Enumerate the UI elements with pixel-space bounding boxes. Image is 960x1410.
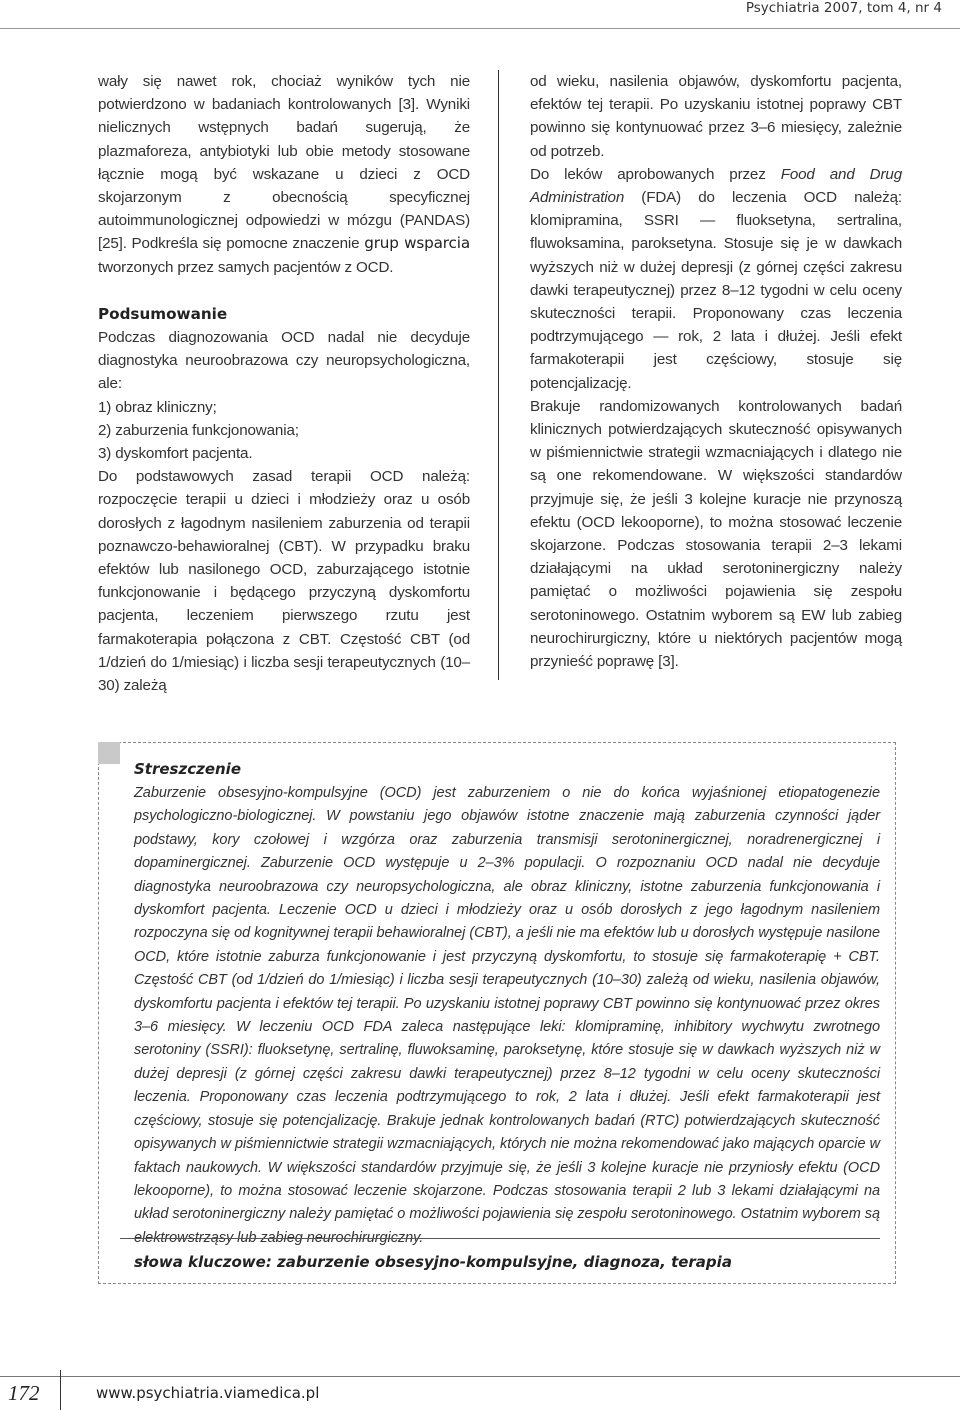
abstract-text: Zaburzenie obsesyjno-kompulsyjne (OCD) jest zaburzeniem o nie do końca wyjaśnionej etiopatogenezie psychologiczno-biologicznej. W powstaniu jego objawów istotne znaczenie mają zaburzenia czynności jąder podstawy, kory czołowej i wzgórza oraz zaburzenia transmisji serotoninergicznej, noradrenergicznej i dopaminergicznej. Zaburzenie OCD występuje u 2–3% populacji. O rozpoznaniu OCD nadal nie decyduje diagnostyka neuroobrazowa czy neuropsychologiczna, ale obraz kliniczny, istotne zaburzenia funkcjonowania i dyskomfort pacjenta. Leczenie OCD u dzieci i młodzieży oraz u osób dorosłych z jego łagodnym nasileniem rozpoczyna się od kognitywnej terapii behawioralnej (CBT), a jeśli nie ma efektów lub u dorosłych występuje nasilone OCD, które istotnie zaburza funkcjonowanie i jest przyczyną dyskomfortu, to stosuje się farmakoterapię + CBT. Częstość CBT (od 1/dzień do 1/miesiąc) i liczba sesji terapeutycznych (10–30) zależą od wieku, nasilenia objawów, dyskomfortu pacjenta i efektów tej terapii. Po uzyskaniu istotnej poprawy CBT powinno się kontynuować przez okres 3–6 miesięcy. W leczeniu OCD FDA zaleca następujące leki: klomipraminę, inhibitory wychwytu zwrotnego serotoniny (SSRI): fluoksetynę, sertralinę, fluwoksaminę, paroksetynę, które stosuje się w dawkach wyższych niż w dużej depresji (z górnej części zakresu dawki terapeutycznej) przez 8–12 tygodni w celu oceny skuteczności leczenia. Proponowany czas leczenia podtrzymującego to rok, 2 lata i dłużej. Jeśli efekt farmakoterapii jest częściowy, stosuje się potencjalizację. Brakuje jednak kontrolowanych badań (RTC) potwierdzających skuteczność opisywanych w piśmiennictwie strategii wzmacniających, których nie można rekomendować jako mających oparcie w faktach naukowych. W większości standardów przyjmuje się, że jeśli 3 kolejne kuracje nie przyniosły efektu (OCD lekooporne), to można stosować leczenie skojarzone. Podczas stosowania terapii 2 lub 3 lekami działającymi na układ serotoninergiczny należy pamiętać o możliwości pojawienia się zespołu serotoninowego. Ostatnim wyborem są elektrowstrząsy lub zabieg neurochirurgiczny. [134, 785, 880, 1246]
footer-divider [60, 1370, 61, 1410]
paragraph: Podczas diagnozowania OCD nadal nie decyduje diagnostyka neuroobrazowa czy neuropsychologiczna, ale: [98, 329, 470, 393]
column-divider [498, 70, 499, 680]
keywords: słowa kluczowe: zaburzenie obsesyjno-kompulsyjne, diagnoza, terapia [134, 1253, 732, 1271]
paragraph: Do podstawowych zasad terapii OCD należą: rozpoczęcie terapii u dzieci i młodzieży oraz u osób dorosłych z łagodnym nasileniem zaburzenia od terapii poznawczo-behawioralnej (CBT). W przypadku braku efektów lub nasilonego OCD, zaburzającego istotnie funkcjonowanie i będącego przyczyną dyskomfortu pacjenta, leczeniem pierwszego rzutu jest farmakoterapia połączona z CBT. Częstość CBT (od 1/dzień do 1/miesiąc) i liczba sesji terapeutycznych (10–30) zależą [98, 468, 470, 695]
left-column [98, 70, 470, 697]
list-item: 1) obraz kliniczny; [98, 398, 217, 416]
paragraph-text: Do leków aprobowanych przez [530, 165, 766, 183]
abstract-body [134, 782, 880, 1250]
paragraph-text: wały się nawet rok, chociaż wyników tych nie potwierdzono w badaniach kontrolowanych [3]. Wyniki nielicznych wstępnych badań sugerują, że plazmaforeza, antybiotyki lub obie metody stosowane łącznie mogą być wskazane u dzieci z OCD skojarzonym z obecnością specyficznej autoimmunologicznej odpowiedzi w mózgu (PANDAS) [25]. Podkreśla się pomocne znaczenie [98, 73, 470, 253]
italic-term: Food and Drug Administration [530, 165, 902, 207]
list-item: 3) dyskomfort pacjenta. [98, 445, 253, 463]
journal-reference: Psychiatria 2007, tom 4, nr 4 [745, 0, 942, 16]
paragraph [530, 163, 902, 395]
footer-rule [0, 1376, 960, 1377]
paragraph [98, 70, 470, 279]
abstract-title: Streszczenie [134, 760, 241, 778]
list-item: 2) zaburzenia funkcjonowania; [98, 421, 299, 439]
right-column [530, 70, 902, 673]
website-link[interactable]: www.psychiatria.viamedica.pl [96, 1384, 320, 1402]
page-number: 172 [8, 1381, 40, 1405]
section-heading: Podsumowanie [98, 304, 228, 323]
paragraph: od wieku, nasilenia objawów, dyskomfortu pacjenta, efektów tej terapii. Po uzyskaniu istotnej poprawy CBT powinno się kontynuować przez 3–6 miesięcy, zależnie od potrzeb. [530, 73, 902, 160]
paragraph-text: (FDA) do leczenia OCD należą: klomipramina, SSRI — fluoksetyna, sertralina, fluwoksamina, paroksetyna. Stosuje się je w dawkach wyższych niż w dużej depresji (z górnej części zakresu dawki terapeutycznej) przez 8–12 tygodni w celu oceny skuteczności terapii. Proponowany czas leczenia podtrzymującego — rok, 2 lata i dłużej. Jeśli efekt farmakoterapii jest częściowy, stosuje się potencjalizację. [530, 189, 902, 392]
emphasized-term: grup wsparcia [364, 234, 470, 253]
running-header [0, 0, 960, 29]
paragraph: Brakuje randomizowanych kontrolowanych badań klinicznych potwierdzających skuteczność opisywanych w piśmiennictwie strategii wzmacniających i dlatego nie są one rekomendowane. W większości standardów przyjmuje się, że jeśli 3 kolejne kuracje nie przynoszą efektu (OCD lekooporne), to można stosować leczenie skojarzone. Podczas stosowania terapii 2–3 lekami działającymi na układ serotoninergiczny należy pamiętać o możliwości pojawienia się zespołu serotoninowego. Ostatnim wyborem są EW lub zabieg neurochirurgiczny, które u niektórych pacjentów mogą przynieść poprawę [3]. [530, 397, 902, 671]
paragraph-text: tworzonych przez samych pacjentów z OCD. [98, 258, 394, 276]
keywords-divider [120, 1238, 880, 1239]
abstract-corner-marker [98, 742, 120, 764]
